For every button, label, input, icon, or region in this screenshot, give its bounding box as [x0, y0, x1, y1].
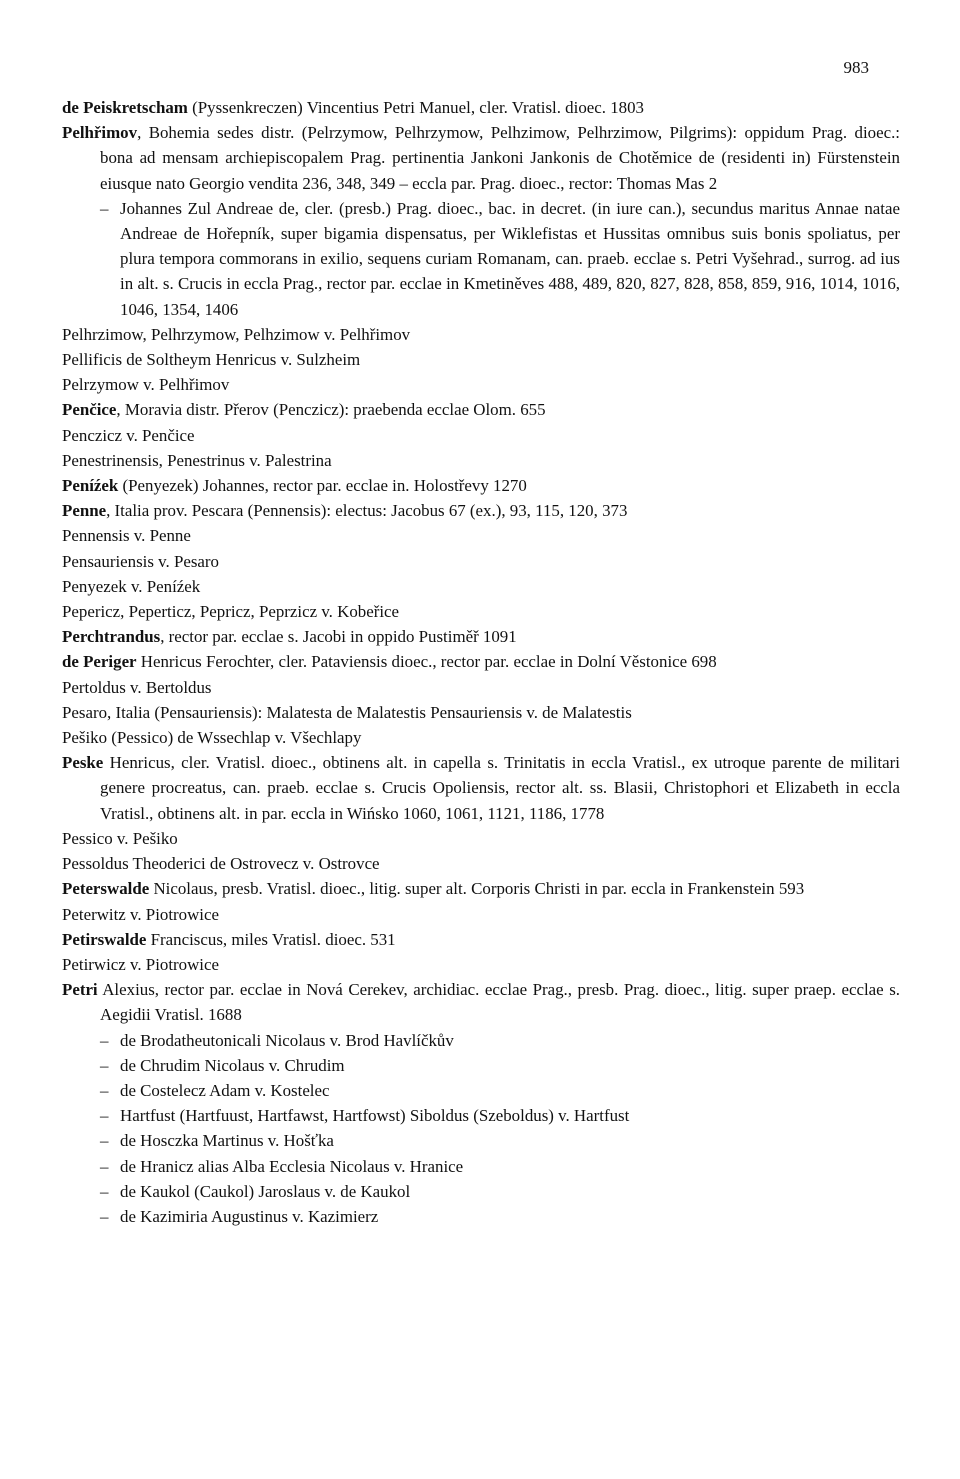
sub-entry	[100, 1078, 900, 1103]
entry-text: Pessico v. Pešiko	[62, 828, 178, 848]
sub-entry-dash: –	[100, 1131, 109, 1151]
entry-text: Pennensis v. Penne	[62, 526, 191, 546]
entry-headword: Penne	[62, 501, 107, 521]
entry-text: Pessoldus Theoderici de Ostrovecz v. Ostrovce	[62, 854, 380, 874]
entry-text: Pensauriensis v. Pesaro	[62, 551, 219, 571]
sub-entry	[100, 196, 900, 322]
sub-entry	[100, 1053, 900, 1078]
index-entry	[62, 851, 900, 876]
sub-entry	[100, 1103, 900, 1128]
entry-headword: Petri	[62, 980, 98, 1000]
entry-text: Petirwicz v. Piotrowice	[62, 954, 219, 974]
sub-entry-text: Johannes Zul Andreae de, cler. (presb.) Prag. dioec., bac. in decret. (in iure can.), secundus maritus Annae natae Andreae de Hořepník, super bigamia dispensatus, per Wiklefistas et Hussitas omnibus suis bonis spoliatus, per plura tempora commorans in exilio, sequens curiam Romanam, can. praeb. ecclae s. Petri Vyšehrad., surrog. ad ius in alt. s. Crucis in eccla Prag., rector par. ecclae in Kmetiněves 488, 489, 820, 827, 828, 858, 859, 916, 1014, 1016, 1046, 1354, 1406	[120, 198, 900, 319]
entry-text: Pertoldus v. Bertoldus	[62, 677, 212, 697]
index-entry	[62, 902, 900, 927]
entry-text: Pepericz, Peperticz, Pepricz, Peprzicz v. Kobeřice	[62, 602, 400, 622]
index-entry	[62, 750, 900, 826]
entry-text: , Italia prov. Pescara (Pennensis): electus: Jacobus 67 (ex.), 93, 115, 120, 373	[106, 501, 628, 521]
index-entry	[62, 473, 900, 498]
entry-headword: Perchtrandus	[62, 627, 161, 647]
index-entry	[62, 448, 900, 473]
entry-text: Penestrinensis, Penestrinus v. Palestrina	[62, 450, 332, 470]
index-entry	[62, 95, 900, 120]
entry-headword: Peterswalde	[62, 879, 150, 899]
page-number: 983	[843, 58, 869, 77]
entry-text: Pelhrzimow, Pelhrzymow, Pelhzimow v. Pelhřimov	[62, 324, 411, 344]
sub-entry-text: de Brodatheutonicali Nicolaus v. Brod Havlíčkův	[120, 1030, 454, 1050]
sub-entry-dash: –	[100, 1055, 109, 1075]
entry-text: , rector par. ecclae s. Jacobi in oppido Pustiměř 1091	[160, 627, 517, 647]
entry-headword: Petirswalde	[62, 929, 147, 949]
index-entry	[62, 700, 900, 725]
sub-entry-text: de Hranicz alias Alba Ecclesia Nicolaus v. Hranice	[120, 1156, 464, 1176]
entry-text: Penyezek v. Peníźek	[62, 576, 201, 596]
entry-text: , Bohemia sedes distr. (Pelrzymow, Pelhrzymow, Pelhzimow, Pelhrzimow, Pilgrims): oppidum Prag. dioec.: bona ad mensam archiepiscopalem Prag. pertinentia Jankoni Jankonis de Chotěmice de (residenti in) Fürstenstein eiusque nato Georgio vendita 236, 348, 349 – eccla par. Prag. dioec., rector: Thomas Mas 2	[100, 123, 900, 193]
entry-text: Pellificis de Soltheym Henricus v. Sulzheim	[62, 350, 361, 370]
sub-entry-dash: –	[100, 1106, 109, 1126]
index-entry	[62, 549, 900, 574]
entry-text: Pesaro, Italia (Pensauriensis): Malatesta de Malatestis Pensauriensis v. de Malatestis	[62, 702, 632, 722]
sub-entry-dash: –	[100, 1206, 109, 1226]
sub-entry-dash: –	[100, 1030, 109, 1050]
sub-entry-text: de Kazimiria Augustinus v. Kazimierz	[120, 1206, 379, 1226]
sub-entry-text: de Chrudim Nicolaus v. Chrudim	[120, 1055, 345, 1075]
entry-headword: de Peiskretscham	[62, 98, 188, 117]
entry-text: Peterwitz v. Piotrowice	[62, 904, 219, 924]
sub-entry-dash: –	[100, 1156, 109, 1176]
entry-headword: Pelhřimov	[62, 123, 138, 143]
index-entry	[62, 498, 900, 523]
index-entry	[62, 423, 900, 448]
index-entry	[62, 523, 900, 548]
sub-entry	[100, 1028, 900, 1053]
sub-entry-text: de Costelecz Adam v. Kostelec	[120, 1080, 330, 1100]
entry-headword: Penčice	[62, 400, 117, 420]
sub-entry	[100, 1179, 900, 1204]
index-entry	[62, 649, 900, 674]
entry-text: (Pyssenkreczen) Vincentius Petri Manuel, cler. Vratisl. dioec. 1803	[187, 98, 644, 117]
index-entry	[62, 372, 900, 397]
index-entry	[62, 599, 900, 624]
index-entry	[62, 624, 900, 649]
index-entry	[62, 347, 900, 372]
sub-entry	[100, 1154, 900, 1179]
index-entry	[62, 574, 900, 599]
index-entry	[62, 725, 900, 750]
index-entry	[62, 927, 900, 952]
entry-text: Pešiko (Pessico) de Wssechlap v. Všechlapy	[62, 728, 362, 748]
sub-entry-dash: –	[100, 198, 109, 218]
entry-text: Alexius, rector par. ecclae in Nová Cerekev, archidiac. ecclae Prag., presb. Prag. dioec., litig. super praep. ecclae s. Aegidii Vratisl. 1688	[97, 980, 900, 1025]
sub-entry	[100, 1128, 900, 1153]
sub-entry-dash: –	[100, 1181, 109, 1201]
entry-headword: Peníźek	[62, 476, 119, 496]
entry-headword: Peske	[62, 753, 104, 773]
index-entry	[62, 977, 900, 1027]
index-entry	[62, 120, 900, 196]
index-entry	[62, 675, 900, 700]
entry-text: (Penyezek) Johannes, rector par. ecclae in. Holostřevy 1270	[118, 476, 527, 496]
entry-headword: de Periger	[62, 652, 137, 672]
index-entry	[62, 397, 900, 422]
index-entry	[62, 826, 900, 851]
index-entry	[62, 952, 900, 977]
index-entry	[62, 876, 900, 901]
sub-entry-text: de Hosczka Martinus v. Hošťka	[120, 1131, 334, 1151]
sub-entry-dash: –	[100, 1080, 109, 1100]
entry-text: Pelrzymow v. Pelhřimov	[62, 375, 230, 395]
index-entry	[62, 322, 900, 347]
entry-text: Henricus, cler. Vratisl. dioec., obtinens alt. in capella s. Trinitatis in eccla Vratisl., ex utroque parente de militari genere procreatus, can. praeb. ecclae s. Crucis Opoliensis, rector alt. ss. Blasii, Christophori et Elizabeth in eccla Vratisl., obtinens alt. in par. eccla in Wińsko 1060, 1061, 1121, 1186, 1778	[100, 753, 900, 823]
entry-text: Franciscus, miles Vratisl. dioec. 531	[146, 929, 396, 949]
entry-text: Nicolaus, presb. Vratisl. dioec., litig. super alt. Corporis Christi in par. eccla in Frankenstein 593	[149, 879, 805, 899]
entry-text: , Moravia distr. Přerov (Penczicz): praebenda ecclae Olom. 655	[116, 400, 546, 420]
entry-text: Penczicz v. Penčice	[62, 425, 195, 445]
sub-entry-text: Hartfust (Hartfuust, Hartfawst, Hartfowst) Siboldus (Szeboldus) v. Hartfust	[120, 1106, 630, 1126]
sub-entry	[100, 1204, 900, 1229]
index-entries	[62, 95, 900, 1229]
entry-text: Henricus Ferochter, cler. Pataviensis dioec., rector par. ecclae in Dolní Věstonice 698	[136, 652, 717, 672]
sub-entry-text: de Kaukol (Caukol) Jaroslaus v. de Kaukol	[120, 1181, 411, 1201]
